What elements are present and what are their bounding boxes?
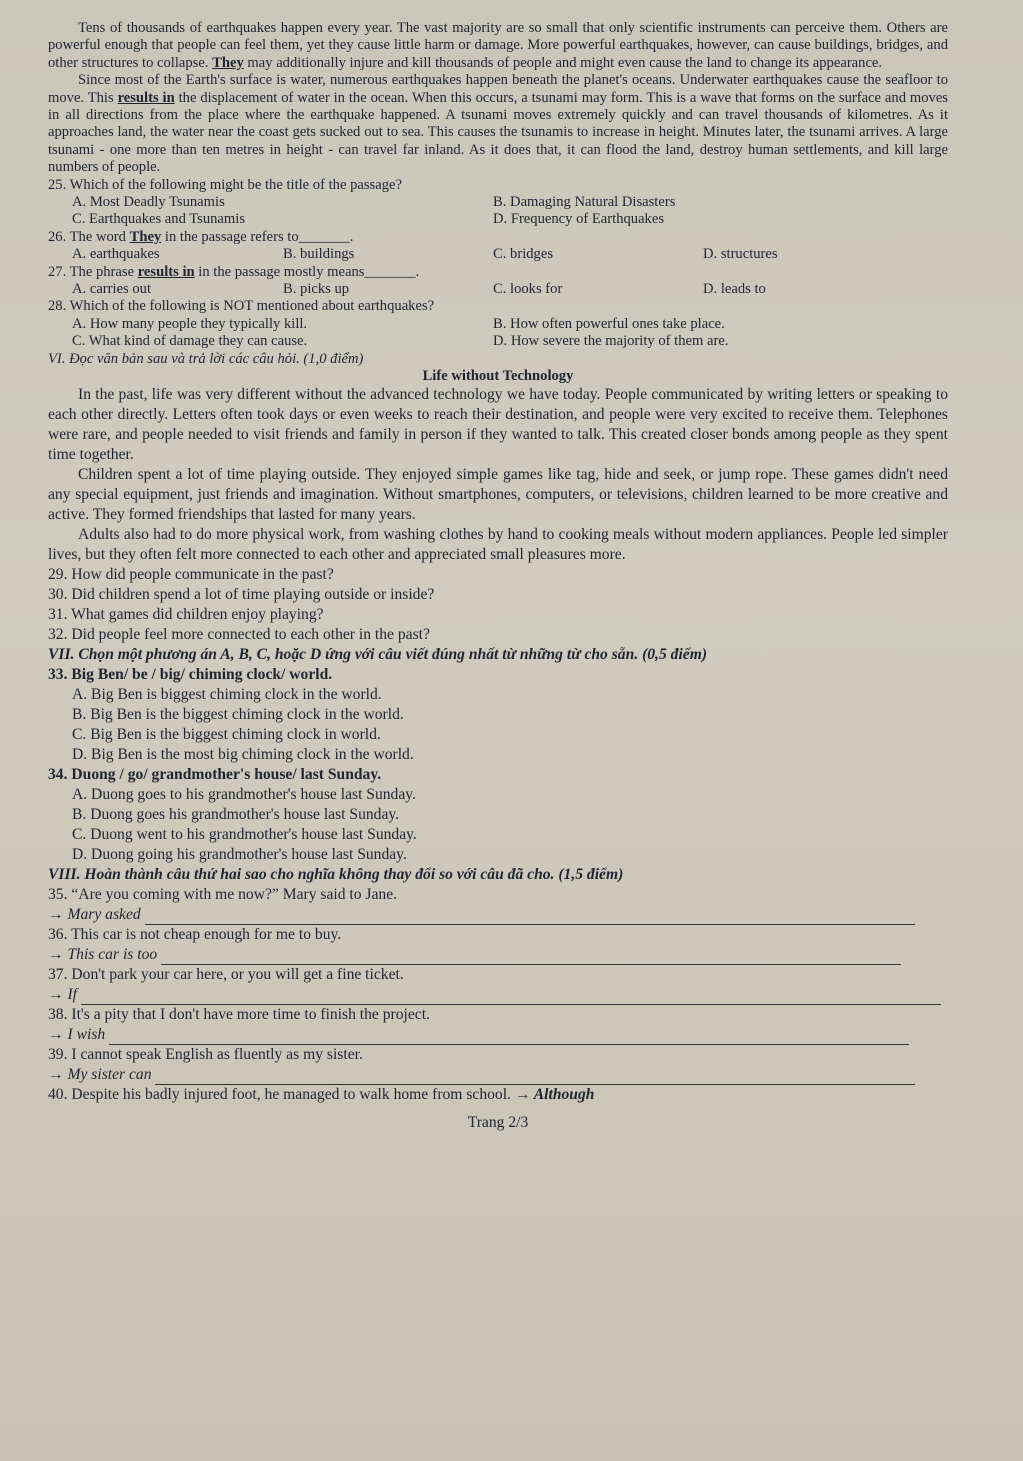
question-33: 33. Big Ben/ be / big/ chiming clock/ world. xyxy=(48,666,333,684)
page-number: Trang 2/3 xyxy=(467,1114,529,1132)
q33-option-d[interactable]: D. Big Ben is the most big chiming clock in the world. xyxy=(72,746,414,764)
q27-option-d[interactable]: D. leads to xyxy=(703,281,766,298)
question-37: 37. Don't park your car here, or you will get a fine ticket. xyxy=(48,966,404,984)
question-31: 31. What games did children enjoy playing? xyxy=(48,606,324,624)
q40-lead: → Although xyxy=(514,1086,595,1104)
q34-option-c[interactable]: C. Duong went to his grandmother's house last Sunday. xyxy=(72,826,417,844)
q25-option-c[interactable]: C. Earthquakes and Tsunamis xyxy=(72,211,245,228)
q39-lead: → My sister can xyxy=(48,1066,152,1084)
section-8-heading: VIII. Hoàn thành câu thứ hai sao cho nghĩa không thay đổi so với câu đã cho. (1,5 điểm) xyxy=(48,866,624,884)
q27-option-a[interactable]: A. carries out xyxy=(72,281,152,298)
q25-options-row1 xyxy=(48,194,948,211)
q27-option-b[interactable]: B. picks up xyxy=(283,281,350,298)
q28-option-b[interactable]: B. How often powerful ones take place. xyxy=(493,315,725,332)
passage1-paragraph2 xyxy=(48,72,948,176)
q28-option-c[interactable]: C. What kind of damage they can cause. xyxy=(72,333,308,350)
q27-options xyxy=(48,281,948,298)
q26-option-b[interactable]: B. buildings xyxy=(283,246,355,263)
q34-option-d[interactable]: D. Duong going his grandmother's house last Sunday. xyxy=(72,846,407,864)
question-38: 38. It's a pity that I don't have more time to finish the project. xyxy=(48,1006,430,1024)
q40-stem: 40. Despite his badly injured foot, he managed to walk home from school. xyxy=(48,1086,511,1104)
question-35: 35. “Are you coming with me now?” Mary said to Jane. xyxy=(48,886,398,904)
q37-answer-line[interactable] xyxy=(48,985,948,1005)
q37-blank[interactable] xyxy=(81,990,941,1005)
passage2-title: Life without Technology xyxy=(422,368,574,385)
q34-option-b[interactable]: B. Duong goes his grandmother's house last Sunday. xyxy=(72,806,400,824)
passage2-paragraph3: Adults also had to do more physical work, from washing clothes by hand to cooking meals without modern appliances. People led simpler lives, but they often felt more connected to each other and appreciated small pleasures more. xyxy=(48,526,948,564)
underlined-results-in: results in xyxy=(117,89,175,106)
q38-lead: → I wish xyxy=(48,1026,106,1044)
q33-option-a[interactable]: A. Big Ben is biggest chiming clock in the world. xyxy=(72,686,382,704)
q39-blank[interactable] xyxy=(155,1070,915,1085)
q26-option-a[interactable]: A. earthquakes xyxy=(72,246,160,263)
q25-options-row2 xyxy=(48,211,948,228)
q28-options-row2 xyxy=(48,333,948,350)
q25-option-b[interactable]: B. Damaging Natural Disasters xyxy=(493,194,676,211)
question-29: 29. How did people communicate in the past? xyxy=(48,566,334,584)
question-34: 34. Duong / go/ grandmother's house/ last Sunday. xyxy=(48,766,382,784)
question-25: 25. Which of the following might be the title of the passage? xyxy=(48,176,402,193)
passage2-paragraph1: In the past, life was very different without the advanced technology we have today. People communicated by writing letters or speaking to each other directly. Letters often took days or even weeks to reach their destination, and people were very excited to receive them. Telephones were rare, and people needed to visit friends and family in person if they wanted to talk. This created closer bonds among people as they spent time together. xyxy=(48,386,948,464)
question-26 xyxy=(48,229,948,246)
question-28: 28. Which of the following is NOT mentioned about earthquakes? xyxy=(48,298,435,315)
q36-lead: → This car is too xyxy=(48,946,158,964)
section-7-heading: VII. Chọn một phương án A, B, C, hoặc D ứng với câu viết đúng nhất từ những từ cho sẵn. (0,5 điểm) xyxy=(48,646,708,664)
question-30: 30. Did children spend a lot of time playing outside or inside? xyxy=(48,586,435,604)
q27-phrase: results in xyxy=(137,263,195,280)
q27-stem-a: 27. The phrase xyxy=(48,263,135,280)
q25-option-a[interactable]: A. Most Deadly Tsunamis xyxy=(72,194,225,211)
q38-answer-line[interactable] xyxy=(48,1025,948,1045)
q33-option-c[interactable]: C. Big Ben is the biggest chiming clock in world. xyxy=(72,726,381,744)
q35-answer-line[interactable] xyxy=(48,905,948,925)
q26-options xyxy=(48,246,948,263)
q28-options-row1 xyxy=(48,316,948,333)
question-40 xyxy=(48,1085,948,1105)
q26-option-d[interactable]: D. structures xyxy=(703,246,778,263)
question-32: 32. Did people feel more connected to each other in the past? xyxy=(48,626,430,644)
passage1-p2-start: Since most of the Earth's surface is water, numerous earthquakes happen beneath the planet's oceans. Underwater earthquakes cause the seafloor to move. This xyxy=(48,72,948,106)
q34-option-a[interactable]: A. Duong goes to his grandmother's house last Sunday. xyxy=(72,786,416,804)
passage1-p2-rest: the displacement of water in the ocean. When this occurs, a tsunami may form. This is a wave that forms on the surface and moves in all directions from the place where the earthquake happened. A tsunami moves extremely quickly and can travel thousands of kilometres. As it approaches land, the water near the coast gets sucked out to sea. This causes the tsunamis to increase in height. Minutes later, the tsunami arrives. A large tsunami - one more than ten metres in height - can travel far inland. As it does that, it can flood the land, destroy human settlements, and kill large numbers of people. xyxy=(48,89,948,176)
q26-stem-a: 26. The word xyxy=(48,228,126,245)
q27-stem-b: in the passage mostly means_______. xyxy=(198,263,420,280)
q26-stem-b: in the passage refers to_______. xyxy=(164,228,354,245)
question-36: 36. This car is not cheap enough for me to buy. xyxy=(48,926,342,944)
q28-option-a[interactable]: A. How many people they typically kill. xyxy=(72,315,308,332)
q33-option-b[interactable]: B. Big Ben is the biggest chiming clock in the world. xyxy=(72,706,404,724)
question-39: 39. I cannot speak English as fluently as my sister. xyxy=(48,1046,363,1064)
passage1-text-rest: may additionally injure and kill thousands of people and might even cause the land to change its appearance. xyxy=(247,54,883,71)
q36-blank[interactable] xyxy=(161,950,901,965)
q37-lead: → If xyxy=(48,986,78,1004)
q39-answer-line[interactable] xyxy=(48,1065,948,1085)
q35-lead: → Mary asked xyxy=(48,906,141,924)
passage2-paragraph2: Children spent a lot of time playing outside. They enjoyed simple games like tag, hide and seek, or jump rope. These games didn't need any special equipment, just friends and imagination. Without smartphones, computers, or televisions, children learned to be more creative and active. They formed friendships that lasted for many years. xyxy=(48,466,948,524)
question-27 xyxy=(48,264,948,281)
exam-page xyxy=(48,20,948,1133)
q28-option-d[interactable]: D. How severe the majority of them are. xyxy=(493,333,729,350)
q26-option-c[interactable]: C. bridges xyxy=(493,246,553,263)
underlined-they: They xyxy=(212,54,244,71)
passage1-text: Tens of thousands of earthquakes happen every year. The vast majority are so small that only scientific instruments can perceive them. Others are powerful enough that people can feel them, yet they cause little harm or damage. More powerful earthquakes, however, can cause buildings, bridges, and other structures to collapse. xyxy=(48,20,948,71)
q27-option-c[interactable]: C. looks for xyxy=(493,281,563,298)
passage1-paragraph1 xyxy=(48,20,948,72)
section-6-heading: VI. Đọc văn bản sau và trả lời các câu hỏi. (1,0 điểm) xyxy=(48,350,364,367)
q25-option-d[interactable]: D. Frequency of Earthquakes xyxy=(493,211,665,228)
q36-answer-line[interactable] xyxy=(48,945,948,965)
q26-word: They xyxy=(129,228,162,245)
q35-blank[interactable] xyxy=(145,910,915,925)
q38-blank[interactable] xyxy=(109,1030,909,1045)
